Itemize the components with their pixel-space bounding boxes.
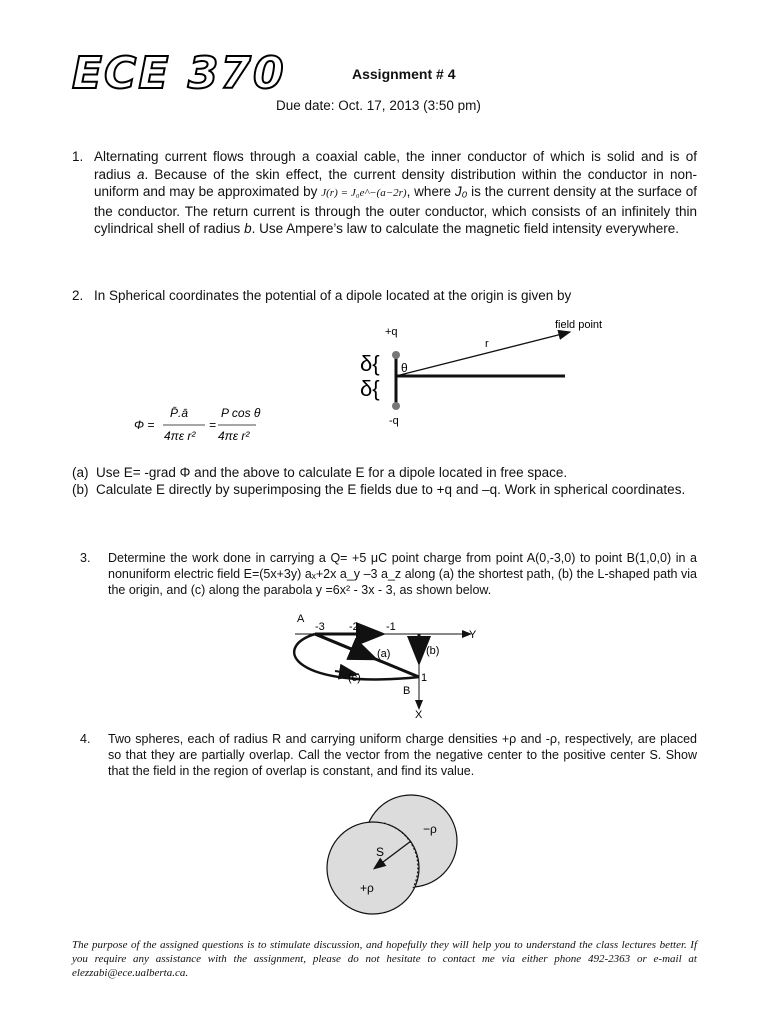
course-title: ECE 370 (72, 48, 286, 99)
question-1 (72, 148, 697, 238)
outer-radius-variable: b (244, 221, 252, 236)
formula-num2: P cos θ (221, 406, 261, 420)
question-4 (80, 731, 697, 779)
question-2-part-b (72, 481, 696, 498)
x-tick-1: 1 (421, 672, 428, 684)
assignment-title: Assignment # 4 (352, 66, 456, 82)
formula-lhs: Φ = (134, 418, 155, 432)
question-text: In Spherical coordinates the potential of a dipole located at the origin is given by (94, 288, 572, 303)
formula-den2: 4πε r² (218, 429, 250, 443)
due-date: Due date: Oct. 17, 2013 (3:50 pm) (276, 98, 481, 113)
path-c-label: (c) (348, 672, 361, 684)
r-label: r (485, 338, 489, 350)
question-2 (72, 287, 697, 305)
question-number: 2. (72, 288, 84, 303)
x-axis-label: X (415, 709, 423, 720)
question-text: Alternating current flows through a coaxial cable, the inner conductor of which is solid and is of radius (94, 149, 697, 182)
question-text: is the current density at the surface of the conductor. The return current is through the outer conductor, which consists of an infinitely thin cylindrical shell of radius (94, 184, 697, 236)
part-label: (a) (72, 465, 89, 480)
formula-num1: P̄.ā (170, 406, 189, 420)
plus-q-label: +q (385, 326, 398, 338)
question-text: Two spheres, each of radius R and carrying uniform charge densities +ρ and -ρ, respectively, are placed so that they are partially overlap. Call the vector from the negative center to the positive center S. Show that the field in the region of overlap is constant, and find its value. (108, 732, 697, 778)
question-number: 1. (72, 149, 84, 164)
question-3 (80, 550, 697, 598)
path-figure (285, 608, 485, 720)
field-point-label: field point (555, 319, 603, 331)
part-text: Calculate E directly by superimposing the E fields due to +q and –q. Work in spherical coordinates. (96, 482, 686, 497)
formula-den1: 4πε r² (164, 429, 196, 443)
plus-charge (392, 351, 400, 359)
potential-formula (132, 400, 282, 448)
r-vector (396, 332, 570, 376)
question-text: . Because of the skin effect, the current density distribution within the conductor in non-uniform and may be approximated by (94, 166, 697, 199)
theta-label: θ (401, 361, 408, 375)
plus-rho-label: +ρ (360, 881, 374, 895)
radius-variable: a (136, 166, 145, 182)
path-a-label: (a) (377, 648, 391, 660)
tick-minus2: -2 (349, 621, 359, 633)
spheres-figure (318, 788, 468, 918)
current-density-formula: J(r) = J₀e^−(a−2r) (321, 187, 407, 199)
j0-variable: J₀ (454, 184, 468, 199)
dipole-figure (355, 312, 625, 432)
question-text: . Use Ampere’s law to calculate the magnetic field intensity everywhere. (251, 221, 680, 236)
minus-q-label: -q (389, 415, 399, 427)
path-b-label: (b) (426, 645, 440, 657)
y-axis-label: Y (469, 629, 477, 641)
question-text: , where (406, 184, 455, 199)
question-2-part-a (72, 464, 696, 481)
part-text: Use E= -grad Φ and the above to calculate E for a dipole located in free space. (96, 465, 568, 480)
path-a-arrow (315, 634, 373, 658)
delta-lower: δ{ (360, 376, 380, 401)
tick-minus1: -1 (386, 621, 396, 633)
s-label: S (376, 845, 385, 859)
part-label: (b) (72, 482, 89, 497)
tick-minus3: -3 (315, 621, 325, 633)
point-a-label: A (297, 613, 305, 625)
footer-note: The purpose of the assigned questions is to stimulate discussion, and hopefully they will help you to understand the class lectures better. If you require any assistance with the assignment, please do not hesitate to contact me via either phone 492-2363 or e-mail at elezzabi@ece.ualberta.ca. (72, 939, 697, 979)
formula-eq: = (209, 418, 217, 432)
minus-charge (392, 402, 400, 410)
question-number: 3. (80, 551, 91, 565)
minus-rho-label: −ρ (423, 822, 437, 836)
question-number: 4. (80, 732, 91, 746)
question-text: Determine the work done in carrying a Q= +5 μC point charge from point A(0,-3,0) to point B(1,0,0) in a nonuniform electric field E=(5x+3y) aₓ+2x a_y –3 a_z along (a) the shortest path, (b) the L-shaped path via the origin, and (c) along the parabola y =6x² - 3x - 3, as shown below. (108, 551, 697, 597)
delta-upper: δ{ (360, 351, 380, 376)
point-b-label: B (403, 685, 411, 697)
